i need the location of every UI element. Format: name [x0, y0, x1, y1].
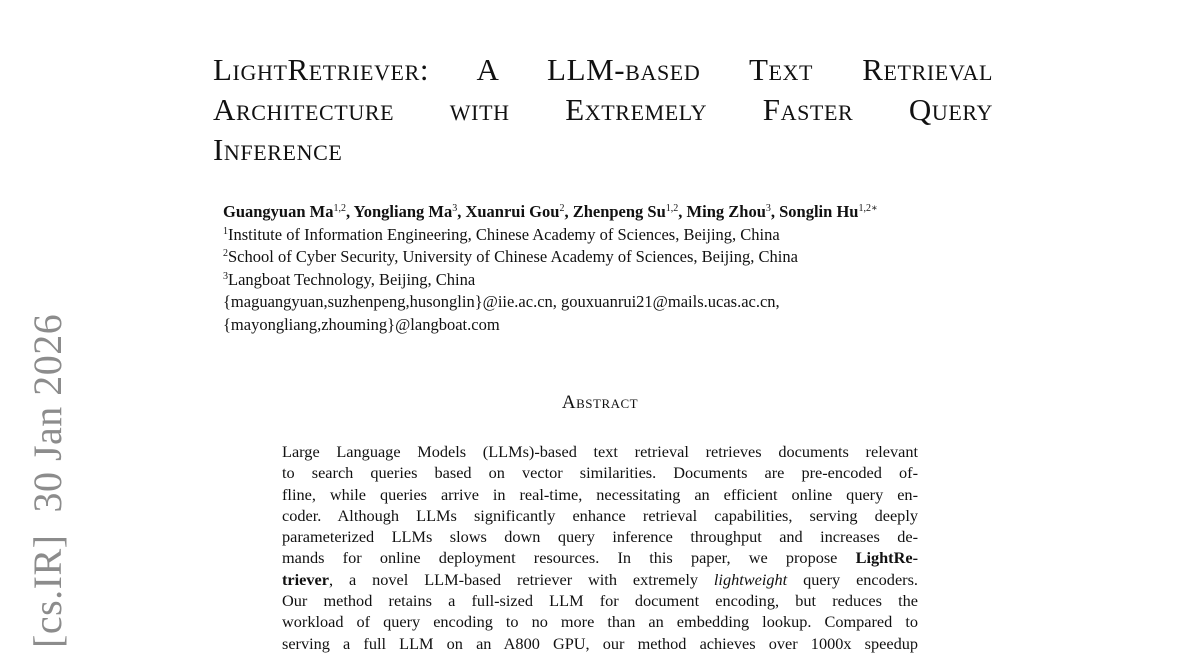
- author-separator: ,: [678, 202, 687, 221]
- abstract-line: Our method retains a full-sized LLM for document encoding, but reduces the: [282, 591, 918, 611]
- author-affiliation-marker: 3: [765, 203, 771, 214]
- abstract-line: to search queries based on vector similarities. Documents are pre-encoded of-: [282, 463, 918, 483]
- title-line-1: LightRetriever: A LLM-based Text Retrieval: [213, 52, 993, 87]
- affiliation-text: Institute of Information Engineering, Chinese Academy of Sciences, Beijing, China: [228, 224, 780, 244]
- author-separator: ,: [457, 202, 466, 221]
- email-line-2: {mayongliang,zhouming}@langboat.com: [223, 314, 500, 334]
- abstract-text: , a novel LLM-based retriever with extremely: [329, 569, 714, 589]
- abstract-line: [282, 569, 918, 590]
- abstract-text: query encoders.: [787, 569, 918, 589]
- title-line-2: Architecture with Extremely Faster Query: [213, 92, 993, 127]
- paper-title: [213, 50, 993, 170]
- author-block: [223, 201, 1043, 336]
- abstract-line: [282, 547, 918, 568]
- author-name: Guangyuan Ma: [223, 202, 334, 221]
- affiliation-number: 1: [223, 225, 228, 237]
- author-affiliation-marker: 3: [452, 203, 458, 214]
- affiliation-line: [223, 269, 1043, 292]
- author-name: Yongliang Ma: [353, 202, 453, 221]
- abstract-heading: Abstract: [561, 392, 639, 413]
- arxiv-side-stamp: [25, 313, 70, 648]
- author-name: Ming Zhou: [686, 202, 766, 221]
- abstract-text: mands for online deployment resources. In this paper, we propose: [282, 548, 856, 568]
- abstract-line: fline, while queries arrive in real-time, necessitating an efficient online query en-: [282, 484, 918, 504]
- author-affiliation-marker: 1,2∗: [858, 203, 878, 214]
- email-line-1: {maguangyuan,suzhenpeng,husonglin}@iie.ac.cn, gouxuanrui21@mails.ucas.ac.cn,: [223, 292, 780, 311]
- arxiv-date: 30 Jan 2026: [25, 313, 70, 513]
- affiliation-number: 3: [223, 270, 228, 282]
- method-name-bold: LightRe-: [855, 548, 918, 568]
- author-separator: ,: [770, 202, 780, 221]
- arxiv-category: [cs.IR]: [25, 534, 70, 648]
- abstract-line: Large Language Models (LLMs)-based text retrieval retrieves documents relevant: [282, 442, 918, 461]
- author-names: [223, 201, 1043, 224]
- affiliation-line: [223, 224, 1043, 247]
- author-separator: ,: [346, 202, 354, 221]
- affiliation-text: School of Cyber Security, University of Chinese Academy of Sciences, Beijing, China: [228, 247, 798, 266]
- title-line-3: Inference: [213, 132, 343, 167]
- author-separator: ,: [564, 202, 573, 221]
- author-name: Songlin Hu: [779, 202, 859, 221]
- author-affiliation-marker: 1,2: [333, 203, 346, 214]
- author-affiliation-marker: 1,2: [665, 203, 679, 214]
- author-affiliation-marker: 2: [559, 203, 565, 214]
- abstract-body: [282, 441, 918, 654]
- abstract-line: serving a full LLM on an A800 GPU, our method achieves over 1000x speedup: [282, 633, 918, 653]
- author-name: Zhenpeng Su: [572, 202, 666, 221]
- author-name: Xuanrui Gou: [465, 202, 560, 221]
- affiliation-line: [223, 246, 1043, 269]
- abstract-line: coder. Although LLMs significantly enhance retrieval capabilities, serving deeply: [282, 505, 918, 525]
- abstract-line: parameterized LLMs slows down query inference throughput and increases de-: [282, 527, 918, 547]
- method-name-bold: triever: [282, 569, 329, 589]
- affiliation-number: 2: [223, 248, 228, 259]
- abstract-line: workload of query encoding to no more than an embedding lookup. Compared to: [282, 612, 918, 632]
- emphasis-italic: lightweight: [713, 569, 788, 589]
- affiliation-text: Langboat Technology, Beijing, China: [228, 269, 476, 289]
